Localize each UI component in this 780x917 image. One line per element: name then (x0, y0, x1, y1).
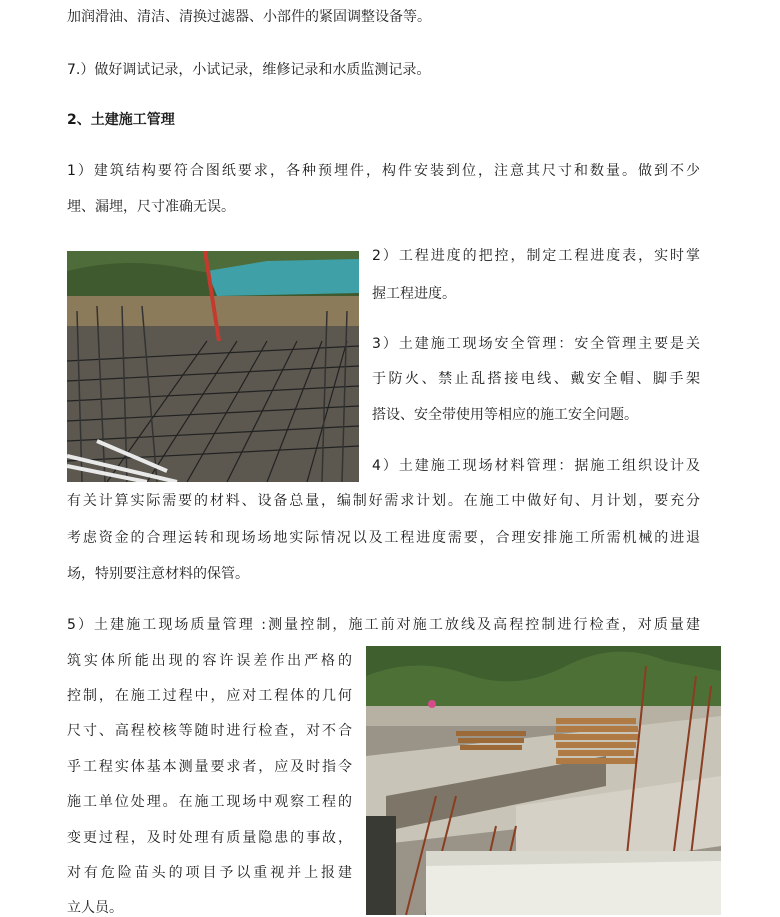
line-p5g: 变更过程，及时处理有质量隐患的事故， (67, 830, 352, 846)
line-p3b: 于防火、禁止乱搭接电线、戴安全帽、脚手架 (372, 371, 700, 387)
line-p5f: 施工单位处理。在施工现场中观察工程的 (67, 794, 352, 810)
construction-photo-rebar (67, 251, 359, 482)
construction-photo-formwork (366, 646, 721, 915)
line-p5d: 尺寸、高程校核等随时进行检查，对不合 (67, 723, 352, 739)
line-p2a: 2）工程进度的把控，制定工程进度表，实时掌 (372, 248, 700, 264)
section-heading: 2、土建施工管理 (67, 112, 175, 128)
line-p7: 7.）做好调试记录，小试记录，维修记录和水质监测记录。 (67, 62, 431, 78)
line-p1a: 1）建筑结构要符合图纸要求，各种预埋件，构件安装到位，注意其尺寸和数量。做到不少 (67, 163, 700, 179)
line-p5a: 5）土建施工现场质量管理 :测量控制，施工前对施工放线及高程控制进行检查，对质量建 (67, 617, 700, 633)
line-p5c: 控制，在施工过程中，应对工程体的几何 (67, 688, 352, 704)
line-p4d: 场，特别要注意材料的保管。 (67, 566, 249, 582)
line-p4a: 4）土建施工现场材料管理：据施工组织设计及 (372, 458, 700, 474)
line-p2b: 握工程进度。 (372, 286, 456, 302)
line-p5h: 对有危险苗头的项目予以重视并上报建 (67, 865, 352, 881)
line-p4c: 考虑资金的合理运转和现场场地实际情况以及工程进度需要，合理安排施工所需机械的进退 (67, 530, 700, 546)
line-p3a: 3）土建施工现场安全管理：安全管理主要是关 (372, 336, 700, 352)
line-p3c: 搭设、安全带使用等相应的施工安全问题。 (372, 407, 638, 423)
line-p4b: 有关计算实际需要的材料、设备总量，编制好需求计划。在施工中做好旬、月计划，要充分 (67, 493, 700, 509)
line-p5e: 乎工程实体基本测量要求者，应及时指令 (67, 759, 352, 775)
line-p5b: 筑实体所能出现的容许误差作出严格的 (67, 653, 352, 669)
line-p5i: 立人员。 (67, 900, 123, 916)
line-p1b: 埋、漏埋，尺寸准确无误。 (67, 199, 235, 215)
line-p0: 加润滑油、清洁、清换过滤器、小部件的紧固调整设备等。 (67, 9, 431, 25)
